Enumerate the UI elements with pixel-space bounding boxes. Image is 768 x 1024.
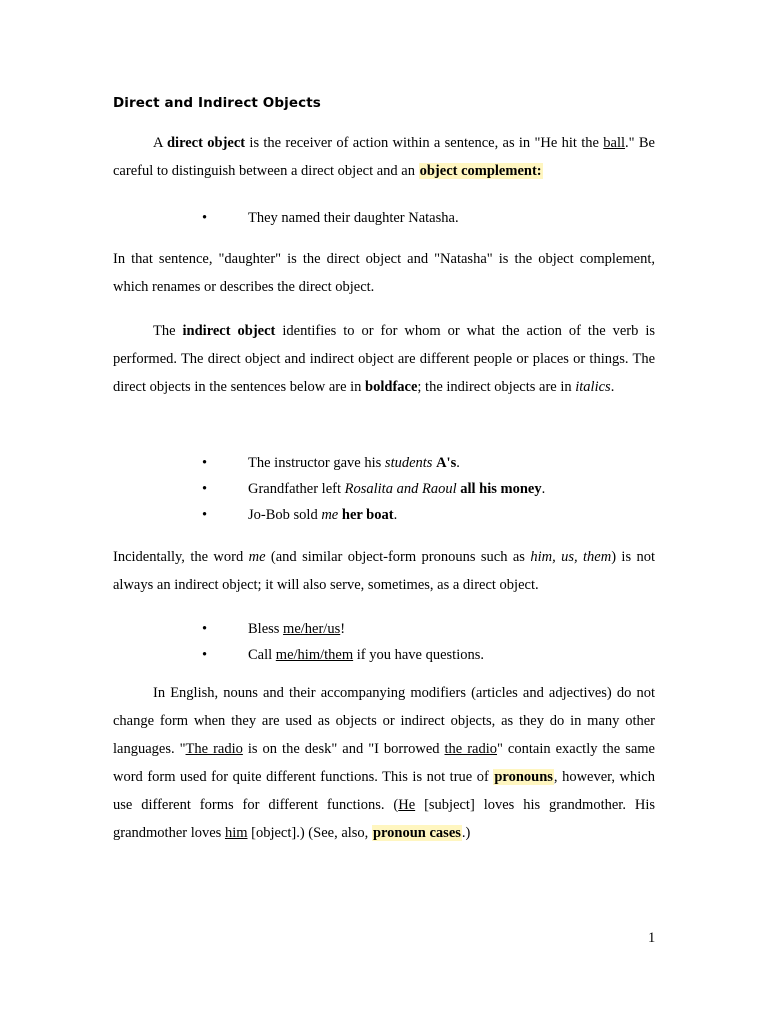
bullet-icon: •	[202, 507, 208, 523]
list-item: • They named their daughter Natasha.	[202, 210, 459, 226]
paragraph-indirect-object: The indirect object identifies to or for whom or what the action of the verb is performed. The direct object and indirect object are different people or places or things. The direct objects in the sentences below are in boldface; the indirect objects are in italics.	[113, 323, 656, 395]
link-object-complement[interactable]: object complement:	[419, 163, 542, 179]
bullet-icon: •	[202, 647, 208, 663]
page-number: 1	[648, 930, 656, 946]
bullet-icon: •	[202, 210, 208, 226]
list-item: • The instructor gave his students A's.	[202, 455, 460, 471]
paragraph-direct-object: A direct object is the receiver of action within a sentence, as in "He hit the ball." Be careful to distinguish between a direct object and an object complement:	[113, 135, 655, 179]
bullet-list-3	[113, 619, 655, 671]
list-item: • Grandfather left Rosalita and Raoul all his money.	[202, 481, 546, 497]
bullet-icon: •	[202, 481, 208, 497]
list-item: • Call me/him/them if you have questions.	[202, 647, 485, 663]
paragraph-english-nouns: In English, nouns and their accompanying modifiers (articles and adjectives) do not change form when they are used as objects or indirect objects, as they do in many other languages. "The radio is on the desk" and "I borrowed the radio" contain exactly the same word form used for quite different functions. This is not true of pronouns, however, which use different forms for different functions. (He [subject] loves his grandmother. His grandmother loves him [object].) (See, also, pronoun cases.)	[113, 685, 655, 841]
link-pronoun-cases[interactable]: pronoun cases	[372, 825, 461, 841]
page-title: Direct and Indirect Objects	[113, 95, 321, 111]
paragraph-object-complement: In that sentence, "daughter" is the direct object and "Natasha" is the object complement, which renames or describes the direct object.	[113, 251, 655, 295]
list-item: • Bless me/her/us!	[202, 621, 346, 637]
link-pronouns[interactable]: pronouns	[494, 769, 553, 785]
paragraph-pronouns-note: Incidentally, the word me (and similar object-form pronouns such as him, us, them) is not always an indirect object; it will also serve, sometimes, as a direct object.	[113, 549, 656, 593]
bullet-list-1	[113, 208, 655, 234]
bullet-icon: •	[202, 455, 208, 471]
bullet-list-2	[113, 453, 655, 531]
list-item: • Jo-Bob sold me her boat.	[202, 507, 398, 523]
bullet-icon: •	[202, 621, 208, 637]
